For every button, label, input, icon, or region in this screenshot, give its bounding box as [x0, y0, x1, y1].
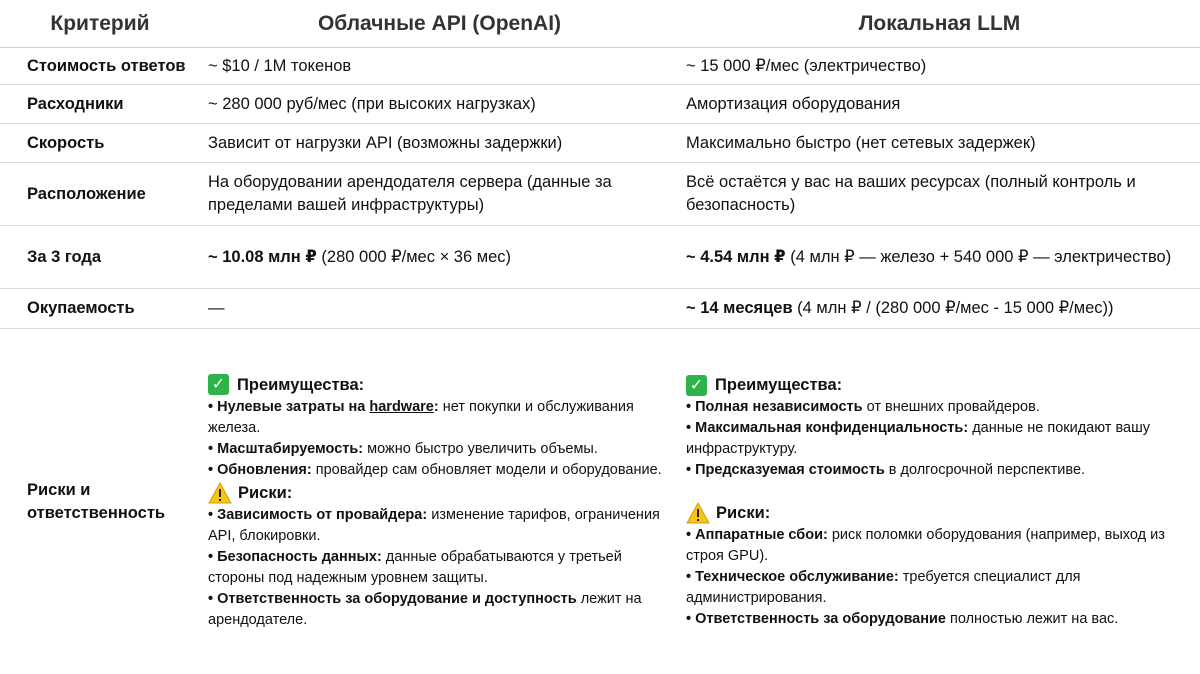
row-key: Скорость — [0, 124, 200, 163]
row-key: Риски и ответственность — [0, 329, 200, 674]
cloud-value: ~ 280 000 руб/мес (при высоких нагрузках) — [200, 85, 679, 124]
list-item — [208, 505, 673, 547]
local-pros-list — [686, 397, 1194, 481]
cloud-value: Зависит от нагрузки API (возможны задержки) — [200, 124, 679, 163]
item-bold: • Аппаратные сбои: — [686, 527, 828, 543]
table-row — [0, 48, 1200, 85]
list-item — [686, 397, 1194, 418]
cloud-pros-list — [208, 397, 673, 481]
list-item — [686, 609, 1194, 630]
pros-title-text: Преимущества: — [237, 373, 364, 397]
header-local: Локальная LLM — [679, 0, 1200, 48]
item-bold: • Безопасность данных: — [208, 549, 382, 565]
local-payback-detail: (4 млн ₽ / (280 000 ₽/мес - 15 000 ₽/мес)) — [793, 299, 1114, 317]
pros-title-text: Преимущества: — [715, 373, 842, 397]
row-key: За 3 года — [0, 226, 200, 289]
cloud-value: — — [200, 289, 679, 329]
list-item — [208, 460, 673, 481]
item-text: нет покупки и обслуживания железа. — [208, 399, 634, 436]
item-bold: • Максимальная конфиденциальность: — [686, 420, 968, 436]
item-text: требуется специалист для администрирования. — [686, 569, 1081, 606]
header-criterion: Критерий — [0, 0, 200, 48]
item-bold: • Полная независимость — [686, 399, 863, 415]
row-key: Расходники — [0, 85, 200, 124]
table-row — [0, 329, 1200, 674]
item-bold: • Зависимость от провайдера: — [208, 507, 427, 523]
local-value: Амортизация оборудования — [679, 85, 1200, 124]
local-payback: ~ 14 месяцев — [686, 299, 793, 317]
list-item — [208, 397, 673, 439]
list-item — [208, 547, 673, 589]
local-value: ~ 15 000 ₽/мес (электричество) — [679, 48, 1200, 85]
check-mark-icon: ✓ — [208, 374, 229, 395]
item-text: данные не покидают вашу инфраструктуру. — [686, 420, 1150, 457]
table-row — [0, 163, 1200, 226]
item-bold: • Обновления: — [208, 462, 312, 478]
table-row — [0, 85, 1200, 124]
warning-icon — [208, 482, 232, 504]
local-pros-title — [686, 373, 1194, 397]
row-key: Расположение — [0, 163, 200, 226]
cloud-value: ~ $10 / 1M токенов — [200, 48, 679, 85]
list-item — [208, 439, 673, 460]
cloud-total-detail: (280 000 ₽/мес × 36 мес) — [317, 248, 511, 266]
row-key: Окупаемость — [0, 289, 200, 329]
warning-icon — [686, 502, 710, 524]
item-text: лежит на арендодателе. — [208, 591, 642, 628]
item-bold: • Нулевые затраты на — [208, 399, 369, 415]
item-text: данные обрабатываются у третьей стороны под надежным уровнем защиты. — [208, 549, 622, 586]
cloud-pros-title — [208, 373, 673, 397]
header-row — [0, 0, 1200, 48]
local-value — [679, 289, 1200, 329]
item-text: полностью лежит на вас. — [946, 611, 1118, 627]
item-bold-underlined: hardware — [369, 399, 433, 415]
item-text: риск поломки оборудования (например, выход из строя GPU). — [686, 527, 1165, 564]
local-total: ~ 4.54 млн ₽ — [686, 248, 786, 266]
item-text: в долгосрочной перспективе. — [885, 462, 1085, 478]
local-risks-list — [686, 525, 1194, 630]
cloud-total: ~ 10.08 млн ₽ — [208, 248, 317, 266]
cloud-value — [200, 226, 679, 289]
item-bold: • Предсказуемая стоимость — [686, 462, 885, 478]
cloud-risks-list — [208, 505, 673, 631]
list-item — [686, 525, 1194, 567]
list-item — [686, 418, 1194, 460]
list-item — [686, 567, 1194, 609]
cloud-value: На оборудовании арендодателя сервера (данные за пределами вашей инфраструктуры) — [200, 163, 679, 226]
risks-title-text: Риски: — [716, 501, 770, 525]
local-value: Максимально быстро (нет сетевых задержек) — [679, 124, 1200, 163]
list-item — [686, 460, 1194, 481]
local-total-detail: (4 млн ₽ — железо + 540 000 ₽ — электричество) — [786, 248, 1172, 266]
item-bold: • Техническое обслуживание: — [686, 569, 899, 585]
row-key: Стоимость ответов — [0, 48, 200, 85]
header-cloud: Облачные API (OpenAI) — [200, 0, 679, 48]
item-bold: • Масштабируемость: — [208, 441, 363, 457]
item-text: можно быстро увеличить объемы. — [363, 441, 598, 457]
check-mark-icon: ✓ — [686, 375, 707, 396]
cloud-risks-title — [208, 481, 673, 505]
table-row — [0, 226, 1200, 289]
local-risks-cell — [679, 329, 1200, 674]
local-risks-title — [686, 501, 1194, 525]
local-value: Всё остаётся у вас на ваших ресурсах (полный контроль и безопасность) — [679, 163, 1200, 226]
table-row — [0, 289, 1200, 329]
cloud-risks-cell — [200, 329, 679, 674]
local-value — [679, 226, 1200, 289]
risks-title-text: Риски: — [238, 481, 292, 505]
item-text: провайдер сам обновляет модели и оборудование. — [312, 462, 662, 478]
table-row — [0, 124, 1200, 163]
list-item — [208, 589, 673, 631]
item-text: от внешних провайдеров. — [863, 399, 1040, 415]
item-text: изменение тарифов, ограничения API, блокировки. — [208, 507, 660, 544]
item-bold: • Ответственность за оборудование — [686, 611, 946, 627]
item-bold: : — [434, 399, 439, 415]
item-bold: • Ответственность за оборудование и доступность — [208, 591, 577, 607]
